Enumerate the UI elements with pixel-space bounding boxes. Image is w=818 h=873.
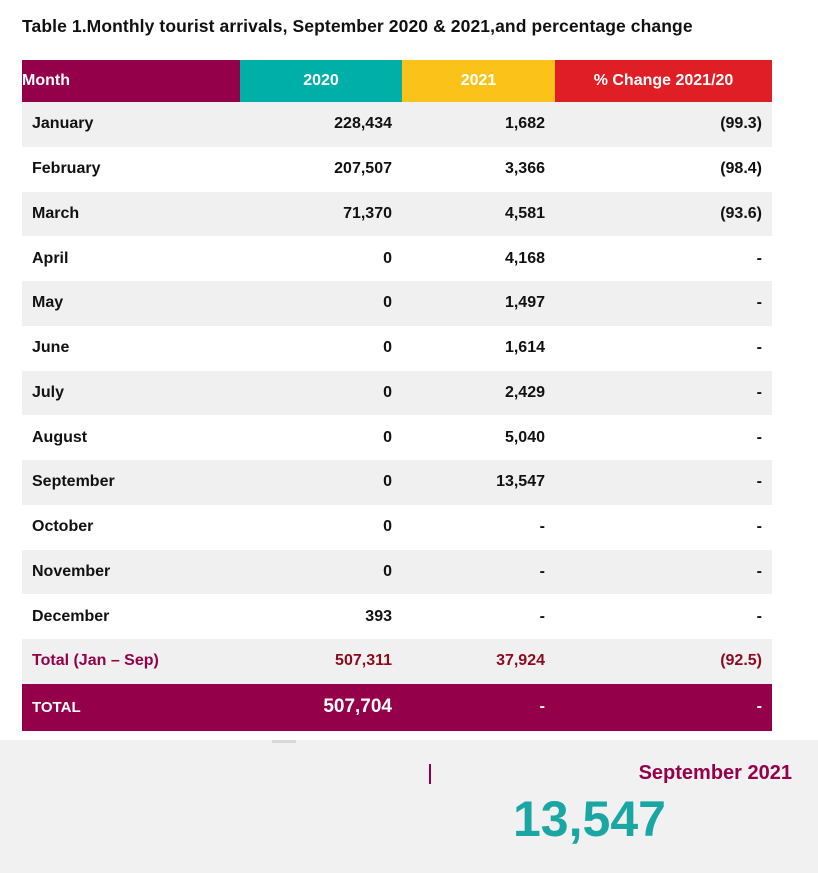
table-header-row [22,60,772,102]
table-row [22,236,772,281]
cell-change: - [555,505,772,550]
total-row [22,684,772,731]
cell-2021: - [402,505,555,550]
cell-2020: 0 [240,505,402,550]
cell-2021: 1,614 [402,326,555,371]
divider-bar [429,764,431,784]
cell-month: January [22,102,240,147]
cell-2021: 13,547 [402,460,555,505]
cell-month: March [22,192,240,237]
table-row [22,281,772,326]
column-header-2020: 2020 [240,60,402,102]
table-row [22,460,772,505]
cell-month: December [22,594,240,639]
cell-2020: 0 [240,550,402,595]
subtotal-row [22,639,772,684]
subtotal-label: Total (Jan – Sep) [22,639,240,684]
cell-month: April [22,236,240,281]
cell-2021: 3,366 [402,147,555,192]
column-header-month: Month [22,60,240,102]
table-row [22,415,772,460]
cell-2021: 1,497 [402,281,555,326]
cell-month: February [22,147,240,192]
cell-2021: 4,581 [402,192,555,237]
table-row [22,102,772,147]
table-row [22,326,772,371]
highlight-value: 13,547 [513,791,666,847]
cell-change: - [555,460,772,505]
table-row [22,371,772,416]
decorative-mark [272,740,296,743]
subtotal-2021: 37,924 [402,639,555,684]
cell-2021: 2,429 [402,371,555,416]
total-label: TOTAL [22,684,240,731]
cell-2021: - [402,594,555,639]
table-row [22,594,772,639]
cell-change: - [555,415,772,460]
cell-2020: 0 [240,415,402,460]
column-header-change: % Change 2021/20 [555,60,772,102]
subtotal-2020: 507,311 [240,639,402,684]
highlight-panel [0,740,818,873]
cell-change: - [555,550,772,595]
cell-change: (99.3) [555,102,772,147]
highlight-label: September 2021 [638,762,792,784]
cell-month: June [22,326,240,371]
cell-2021: 1,682 [402,102,555,147]
cell-2021: 4,168 [402,236,555,281]
cell-2020: 0 [240,236,402,281]
table-row [22,192,772,237]
cell-2020: 0 [240,371,402,416]
tourist-arrivals-table [22,60,772,731]
cell-month: July [22,371,240,416]
table-row [22,550,772,595]
cell-2020: 0 [240,460,402,505]
cell-month: August [22,415,240,460]
cell-2020: 0 [240,326,402,371]
cell-2021: 5,040 [402,415,555,460]
total-2021: - [402,684,555,731]
total-2020: 507,704 [240,684,402,731]
column-header-2021: 2021 [402,60,555,102]
cell-change: (93.6) [555,192,772,237]
table-row [22,147,772,192]
cell-month: October [22,505,240,550]
cell-month: May [22,281,240,326]
cell-change: (98.4) [555,147,772,192]
cell-2021: - [402,550,555,595]
total-change: - [555,684,772,731]
table-title: Table 1.Monthly tourist arrivals, September 2020 & 2021,and percentage change [22,16,693,36]
cell-change: - [555,594,772,639]
cell-2020: 228,434 [240,102,402,147]
cell-change: - [555,326,772,371]
cell-month: November [22,550,240,595]
subtotal-change: (92.5) [555,639,772,684]
table-row [22,505,772,550]
cell-change: - [555,236,772,281]
cell-change: - [555,371,772,416]
cell-2020: 393 [240,594,402,639]
cell-2020: 71,370 [240,192,402,237]
cell-change: - [555,281,772,326]
cell-2020: 0 [240,281,402,326]
cell-month: September [22,460,240,505]
cell-2020: 207,507 [240,147,402,192]
